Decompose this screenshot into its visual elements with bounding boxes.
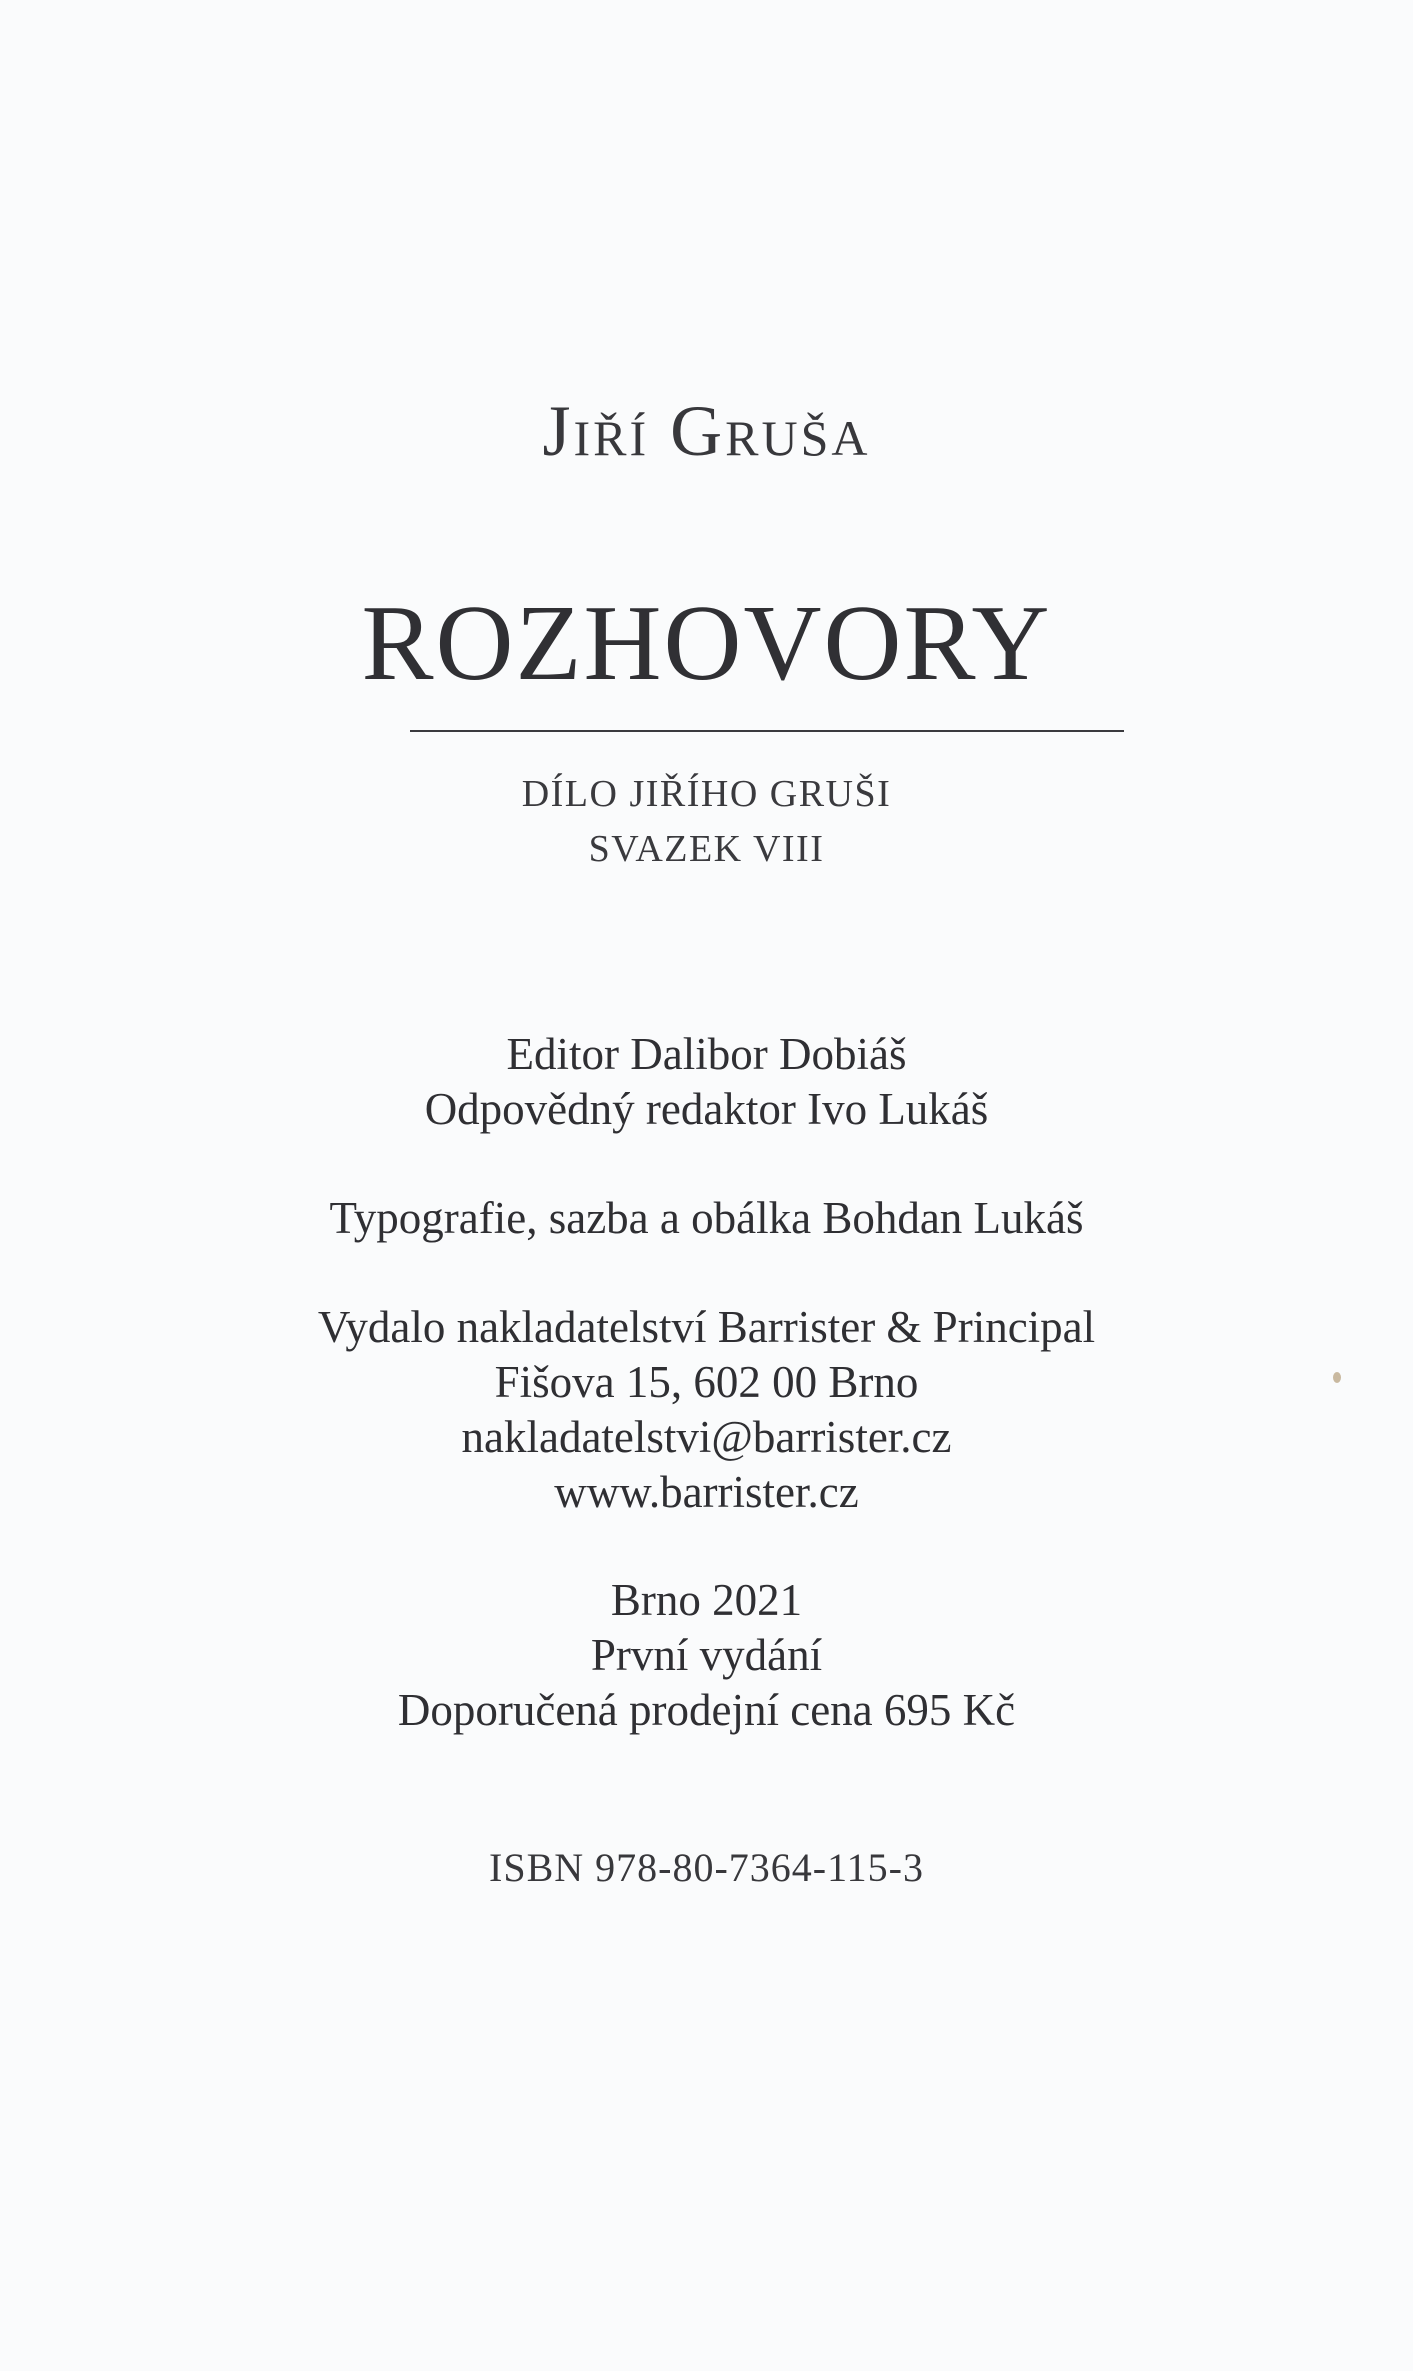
- editor-credit: Editor Dalibor Dobiáš: [506, 1029, 907, 1079]
- edition-number: První vydání: [590, 1630, 823, 1680]
- paper-speck: [1333, 1372, 1341, 1383]
- typography-credit: Typografie, sazba a obálka Bohdan Lukáš: [329, 1193, 1084, 1243]
- publisher-website: www.barrister.cz: [554, 1467, 859, 1517]
- responsible-editor-credit: Odpovědný redaktor Ivo Lukáš: [424, 1084, 989, 1134]
- title-divider: [410, 730, 1124, 732]
- series-name: DÍLO JIŘÍHO GRUŠI: [521, 773, 892, 815]
- book-title: ROZHOVORY: [361, 584, 1052, 703]
- publisher-address: Fišova 15, 602 00 Brno: [494, 1357, 919, 1407]
- series-volume: SVAZEK VIII: [588, 828, 825, 870]
- retail-price: Doporučená prodejní cena 695 Kč: [397, 1685, 1016, 1735]
- author-name: Jiří Gruša: [542, 391, 871, 471]
- place-year: Brno 2021: [610, 1575, 803, 1625]
- isbn-number: ISBN 978-80-7364-115-3: [489, 1845, 924, 1890]
- publisher-email: nakladatelstvi@barrister.cz: [461, 1412, 952, 1462]
- publisher-name: Vydalo nakladatelství Barrister & Principal: [317, 1302, 1096, 1352]
